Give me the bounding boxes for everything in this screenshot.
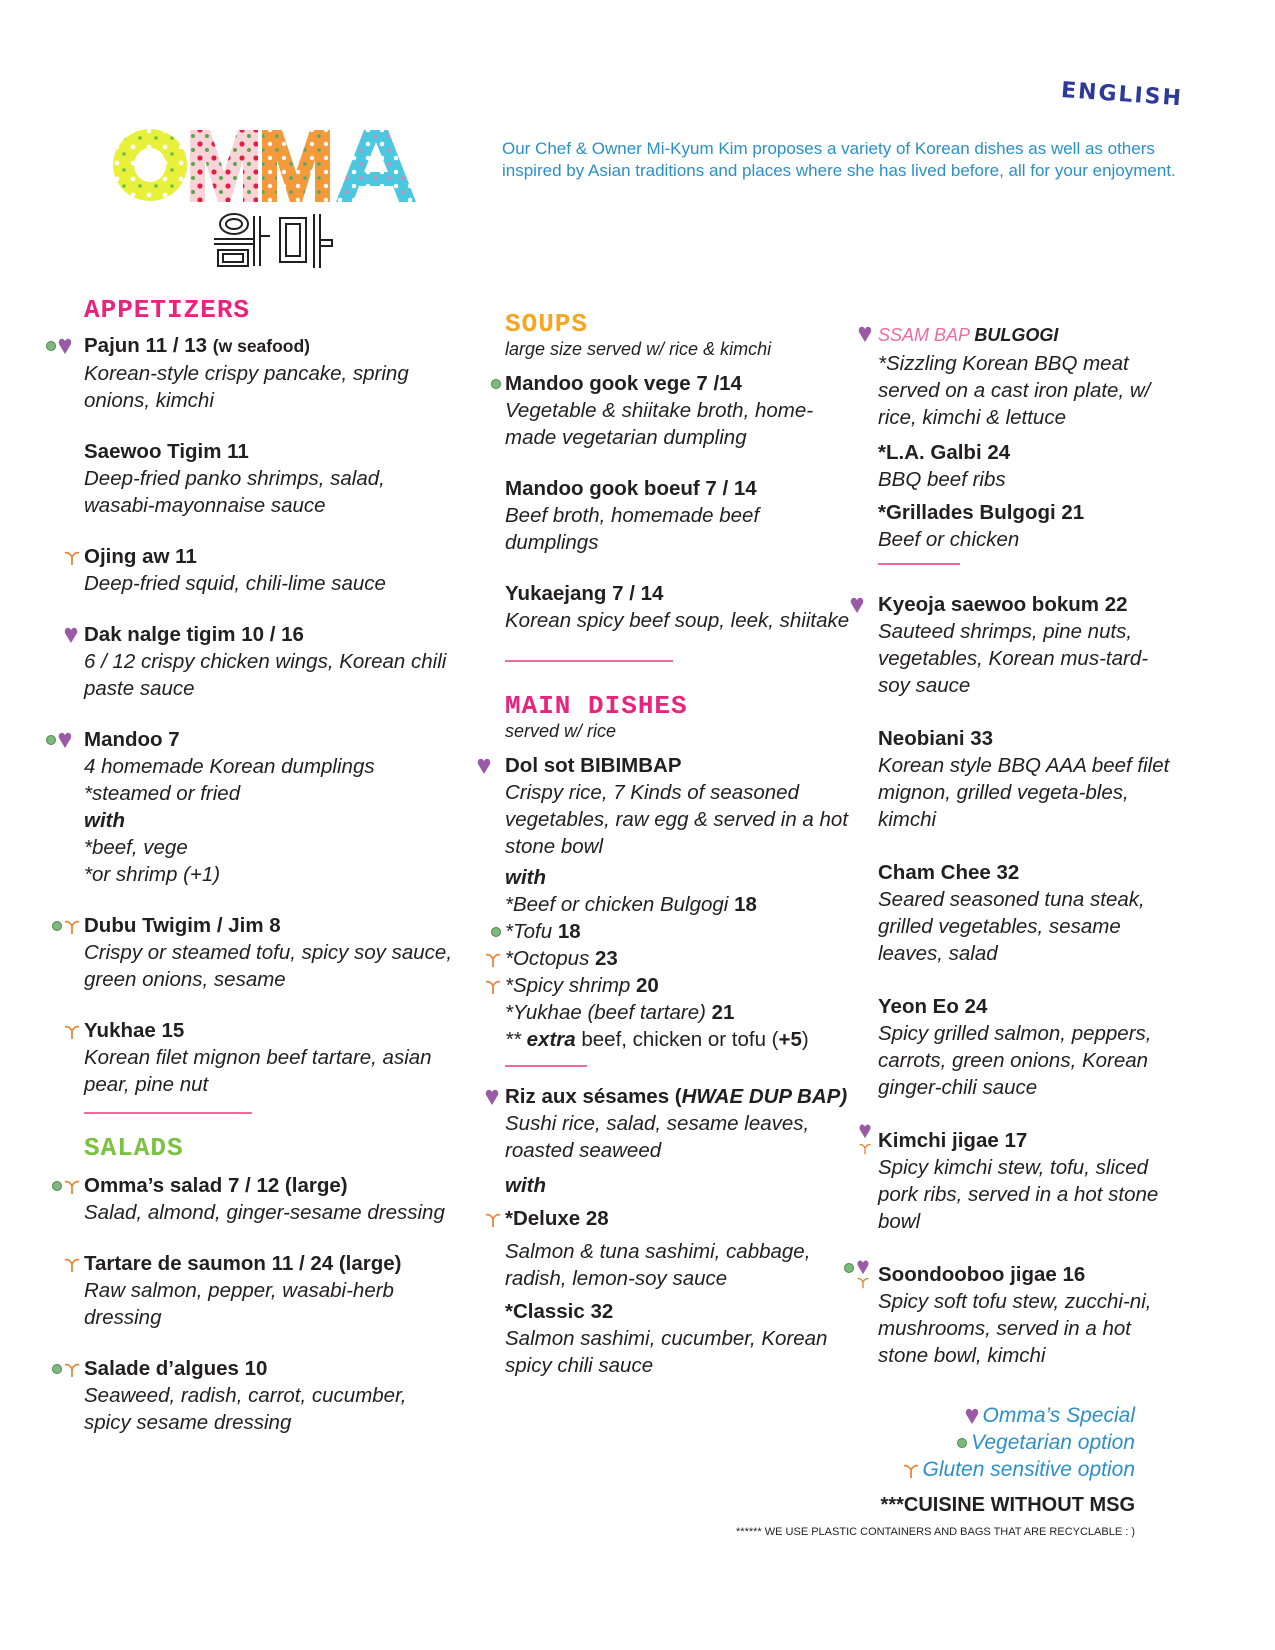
sprout-icon [64,1022,80,1040]
sprout-icon [485,1210,501,1228]
item-name: Pajun 11 / 13 [84,334,208,357]
vegetarian-icon [491,927,501,937]
recycle-note: ****** WE USE PLASTIC CONTAINERS AND BAGS THAT ARE RECYCLABLE : ) [736,1526,1135,1538]
vegetarian-icon [46,735,56,745]
item-name: Riz aux sésames ( [505,1085,682,1108]
extra-text: beef, chicken or tofu ( [575,1028,779,1051]
legend-special-label: Omma’s Special [982,1404,1135,1427]
menu-item-cham-chee [878,859,1178,967]
column-middle [505,310,855,1403]
soups-subtitle: large size served w/ rice & kimchi [505,339,772,359]
item-desc: Spicy grilled salmon, peppers, carrots, green onions, Korean ginger-chili sauce [878,1022,1152,1099]
option-spicy-shrimp [505,972,855,999]
item-desc: Korean-style crispy pancake, spring onions, kimchi [84,362,409,412]
option-label: *Spicy shrimp [505,974,631,997]
extra-price: +5 [778,1028,802,1051]
legend [903,1402,1135,1483]
vegetarian-icon [52,1364,62,1374]
option-tofu [505,918,855,945]
menu-item-mandoo [84,726,454,888]
menu-item-dubu-twigim [84,912,454,993]
option-extra [505,1026,855,1053]
menu-item-kimchi-jigae [878,1127,1178,1235]
menu-item-mandoo-gook-boeuf [505,475,855,556]
item-desc: Sushi rice, salad, sesame leaves, roasted seaweed [505,1112,810,1162]
menu-item-omma-salad [84,1172,454,1226]
appetizers-title: APPETIZERS [84,295,251,325]
item-desc: Sauteed shrimps, pine nuts, vegetables, Korean mus-tard-soy sauce [878,620,1149,697]
legend-gluten [903,1456,1135,1483]
item-with-label: with [505,1174,546,1197]
heart-icon [58,731,72,749]
option-price: 23 [595,947,618,970]
item-name-note: (w seafood) [212,336,311,356]
vegetarian-icon [52,1181,62,1191]
heart-icon [858,325,872,343]
section-divider [505,660,673,662]
item-desc: Korean filet mignon beef tartare, asian pear, pine nut [84,1046,432,1096]
heart-icon [58,337,72,355]
item-name: Yukhae 15 [84,1019,185,1042]
column-left [84,296,454,1460]
option-price: 18 [734,893,757,916]
heart-icon [485,1088,499,1106]
item-desc-line: *steamed or fried [84,782,241,805]
menu-item-mandoo-gook-vege [505,370,855,451]
item-name: Dol sot BIBIMBAP [505,754,682,777]
riz-deluxe-name [505,1205,855,1232]
item-desc: Korean spicy beef soup, leek, shiitake [505,609,850,632]
vegetarian-icon [957,1438,967,1448]
legend-vegetarian-label: Vegetarian option [971,1431,1135,1454]
ssam-title: SSAM BAP [878,325,970,345]
option-label: *Octopus [505,947,590,970]
menu-item-kyeoja-saewoo [878,591,1178,699]
item-desc: Korean style BBQ AAA beef filet mignon, grilled vegeta-bles, kimchi [878,754,1170,831]
item-desc: Spicy kimchi stew, tofu, sliced pork ribs, served in a hot stone bowl [878,1156,1159,1233]
legend-vegetarian [903,1429,1135,1456]
vegetarian-icon [46,341,56,351]
legend-gluten-label: Gluten sensitive option [922,1458,1135,1481]
item-desc: Vegetable & shiitake broth, home-made vegetarian dumpling [505,399,814,449]
item-name: Yeon Eo 24 [878,995,988,1018]
sprout-icon [64,917,80,935]
item-name-korean: HWAE DUP BAP) [681,1085,848,1108]
omma-hangul-logo [210,210,340,270]
item-name: *L.A. Galbi 24 [878,441,1011,464]
menu-item-dak-nalge [84,621,454,702]
item-desc: Spicy soft tofu stew, zucchi-ni, mushrooms, served in a hot stone bowl, kimchi [878,1290,1152,1367]
item-desc: 6 / 12 crispy chicken wings, Korean chili paste sauce [84,650,447,700]
vegetarian-icon [491,379,501,389]
heart-icon [856,1259,870,1275]
ssam-subtitle: BULGOGI [974,325,1059,345]
option-label: *Tofu [505,920,553,943]
heart-icon [858,1123,872,1139]
sprout-icon [856,1275,870,1289]
option-label: *Beef or chicken Bulgogi [505,893,729,916]
item-name: Kimchi jigae 17 [878,1129,1028,1152]
menu-item-riz-sesames [505,1083,855,1379]
item-desc: Deep-fried squid, chili-lime sauce [84,572,386,595]
riz-classic-desc: Salmon sashimi, cucumber, Korean spicy chili sauce [505,1327,828,1377]
riz-classic-name: *Classic 32 [505,1300,614,1323]
option-price: 21 [711,1001,735,1024]
menu-item-tartare-saumon [84,1250,454,1331]
item-name: Mandoo 7 [84,728,180,751]
vegetarian-icon [844,1263,854,1273]
item-desc: Crispy rice, 7 Kinds of seasoned vegetables, raw egg & served in a hot stone bowl [505,781,849,858]
item-name: Mandoo gook boeuf 7 / 14 [505,477,757,500]
intro-text: Our Chef & Owner Mi-Kyum Kim proposes a variety of Korean dishes as well as others inspired by Asian traditions and places where she has lived before, all for your enjoyment. [502,139,1176,180]
language-label: ENGLISH [1060,78,1184,112]
item-desc: *Sizzling Korean BBQ meat served on a cast iron plate, w/ rice, kimchi & lettuce [878,352,1151,429]
menu-item-yukaejang [505,580,855,634]
item-with-label: with [505,866,546,889]
item-desc: Seaweed, radish, carrot, cucumber, spicy sesame dressing [84,1384,407,1434]
item-desc: Salad, almond, ginger-sesame dressing [84,1201,445,1224]
item-desc: BBQ beef ribs [878,468,1006,491]
menu-item-bibimbap [505,752,855,1053]
item-name: Dak nalge tigim 10 / 16 [84,623,304,646]
item-name: *Grillades Bulgogi 21 [878,501,1085,524]
section-divider [84,1112,252,1114]
item-desc: Raw salmon, pepper, wasabi-herb dressing [84,1279,394,1329]
item-name: Yukaejang 7 / 14 [505,582,664,605]
menu-item-salade-algues [84,1355,454,1436]
item-name: Tartare de saumon 11 / 24 (large) [84,1252,402,1275]
item-name: Kyeoja saewoo bokum 22 [878,593,1128,616]
extra-prefix: ** [505,1028,527,1051]
heart-icon [850,596,864,614]
sprout-icon [903,1461,919,1479]
heart-icon [477,757,491,775]
salads-title: SALADS [84,1133,184,1163]
extra-label: extra [526,1028,576,1051]
sprout-icon [858,1141,872,1155]
sprout-icon [64,1360,80,1378]
section-divider [878,563,960,565]
soups-title: SOUPS [505,309,589,339]
option-label: *Yukhae (beef tartare) [505,1001,706,1024]
item-name: Mandoo gook vege 7 /14 [505,372,742,395]
menu-item-ojing-aw [84,543,454,597]
item-desc-line: *beef, vege [84,836,188,859]
item-name: Saewoo Tigim 11 [84,440,249,463]
sprout-icon [64,1177,80,1195]
menu-item-pajun [84,332,454,414]
menu-item-ssam-bap [878,324,1178,553]
menu-item-neobiani [878,725,1178,833]
main-dishes-subtitle: served w/ rice [505,721,617,741]
option-price: 20 [636,974,659,997]
item-name: Omma’s salad 7 / 12 (large) [84,1174,348,1197]
item-name: Soondooboo jigae 16 [878,1263,1086,1286]
item-desc: Beef broth, homemade beef dumplings [505,504,760,554]
sprout-icon [485,977,501,995]
no-msg-note: ***CUISINE WITHOUT MSG [880,1494,1135,1516]
legend-special [903,1402,1135,1429]
option-beef-chicken [505,891,855,918]
option-yukhae [505,999,855,1026]
item-desc: Seared seasoned tuna steak, grilled vegetables, sesame leaves, salad [878,888,1145,965]
item-desc-line: *or shrimp (+1) [84,863,221,886]
item-desc: Beef or chicken [878,528,1020,551]
omma-logo [112,126,434,204]
extra-close: ) [801,1028,809,1051]
item-name: Salade d’algues 10 [84,1357,268,1380]
menu-item-saewoo-tigim [84,438,454,519]
menu-item-yukhae [84,1017,454,1098]
item-with-label: with [84,809,125,832]
column-right [878,324,1178,1393]
section-divider [505,1065,587,1067]
heart-icon [64,626,78,644]
heart-icon [965,1407,979,1425]
deluxe-label: *Deluxe 28 [505,1207,609,1230]
item-desc: Crispy or steamed tofu, spicy soy sauce, green onions, sesame [84,941,453,991]
sprout-icon [64,548,80,566]
item-desc-line: 4 homemade Korean dumplings [84,755,375,778]
menu-item-soondooboo-jigae [878,1261,1178,1369]
item-name: Dubu Twigim / Jim 8 [84,914,281,937]
sprout-icon [485,950,501,968]
menu-item-yeon-eo [878,993,1178,1101]
main-dishes-title: MAIN DISHES [505,691,688,721]
option-octopus [505,945,855,972]
item-name: Cham Chee 32 [878,861,1020,884]
item-name: Ojing aw 11 [84,545,197,568]
item-desc: Deep-fried panko shrimps, salad, wasabi-mayonnaise sauce [84,467,385,517]
riz-deluxe-desc: Salmon & tuna sashimi, cabbage, radish, lemon-soy sauce [505,1240,811,1290]
sprout-icon [64,1255,80,1273]
option-price: 18 [557,920,581,943]
item-name: Neobiani 33 [878,727,994,750]
vegetarian-icon [52,921,62,931]
